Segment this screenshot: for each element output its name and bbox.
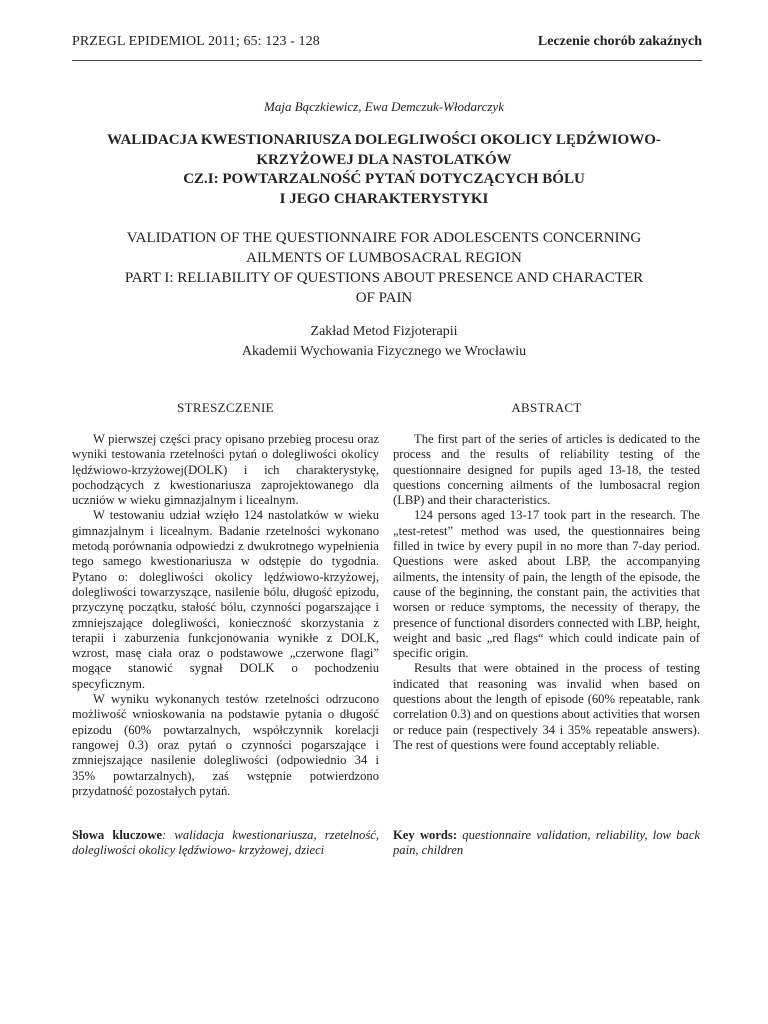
affiliation-line: Zakład Metod Fizjoterapii: [310, 324, 458, 339]
keywords-polish: [72, 828, 379, 859]
title-english-line: OF PAIN: [355, 290, 413, 306]
streszczenie-paragraph: W testowaniu udział wzięło 124 nastolatków w wieku gimnazjalnym i licealnym. Badanie rzetelności wykonano metodą porównania odpowiedzi z dwukrotnego wypełnienia tego samego kwestionariusza w odstępie do tygodnia. Pytano o: dolegliwości okolicy lędźwiowo-krzyżowej, dolegliwości towarzyszące, nasilenie bólu, długość epizodu, przyczynę początku, stałość bólu, czynności pogarszające i zmniejszające dolegliwości, konieczność skorzystania z terapii i zaburzenia funkcjonowania wynikłe z DOLK, wzrost, masę ciała oraz o podstawowe „czerwone flagi” mogące stanowić sygnał DOLK o pochodzeniu specyficznym.: [72, 508, 379, 691]
keywords-polish-label: Słowa kluczowe: [72, 828, 163, 842]
abstract-paragraph: The first part of the series of articles is dedicated to the process and the results of reliability testing of the questionnaire designed for pupils aged 13-18, the tested questions concerning ailments of the lumbosacral region (LBP) and their characteristics.: [393, 432, 700, 508]
section-name: Leczenie chorób zakaźnych: [537, 34, 702, 49]
abstract-body: [393, 432, 700, 753]
title-polish: [60, 131, 708, 209]
keywords-polish-text: : walidacja kwestionariusza, rzetelność, dolegliwości okolicy lędźwiowo- krzyżowej, dzieci: [72, 828, 379, 858]
abstract-paragraph: Results that were obtained in the process of testing indicated that reasoning was invalid when based on questions about the length of episode (60% repeatable, rank correlation 0.3) and on questions about activities that worsen or reduce pain (respectively 34 i 35% repeatable answers). The rest of questions were found acceptably reliable.: [393, 661, 700, 752]
title-english-line: VALIDATION OF THE QUESTIONNAIRE FOR ADOLESCENTS CONCERNING: [126, 230, 642, 246]
abstract-heading: ABSTRACT: [511, 400, 582, 415]
keywords-english: [393, 828, 700, 859]
abstract-paragraph: 124 persons aged 13-17 took part in the research. The „test-retest” method was used, the questionnaires being filled in twice by every pupil in no more than 7-day period. Questions were asked about LBP, the accompanying ailments, the intensity of pain, the length of the episode, the cause of the beginning, the constant pain, the activities that worsen or reduce symptoms, the necessity of therapy, the presence of functional disorders connected with LBP, height, weight and basic „red flags“ which could indicate pain of specific origin.: [393, 508, 700, 661]
streszczenie-paragraph: W pierwszej części pracy opisano przebieg procesu oraz wyniki testowania rzetelności pytań o dolegliwości okolicy lędźwiowo-krzyżowej(DOLK) i ich charakterystykę, pochodzących z kwestionariusza zaprojektowanego dla uczniów w wieku gimnazjalnym i licealnym.: [72, 432, 379, 508]
title-polish-line: CZ.I: POWTARZALNOŚĆ PYTAŃ DOTYCZĄCYCH BÓLU: [183, 171, 585, 187]
running-header: [72, 34, 702, 50]
affiliation: [0, 322, 768, 361]
keywords-english-label: Key words:: [393, 828, 458, 842]
keywords-english-text: questionnaire validation, reliability, low back pain, children: [393, 828, 700, 858]
streszczenie-body: [72, 432, 379, 799]
streszczenie-paragraph: W wyniku wykonanych testów rzetelności odrzucono możliwość wnioskowania na podstawie pytania o długość epizodu (60% powtarzalnych, współczynnik korelacji rangowej 0.3) oraz pytań o czynności pogarszające i zmniejszające nasilenie dolegliwości (odpowiednio 34 i 35% powtarzalnych), zaś wstępnie potwierdzono przydatność pozostałych pytań.: [72, 692, 379, 798]
streszczenie-heading: STRESZCZENIE: [177, 400, 274, 415]
journal-citation: PRZEGL EPIDEMIOL 2011; 65: 123 - 128: [72, 34, 320, 49]
header-rule: [72, 60, 702, 61]
authors: Maja Bączkiewicz, Ewa Demczuk-Włodarczyk: [264, 99, 504, 114]
title-english-line: PART I: RELIABILITY OF QUESTIONS ABOUT PRESENCE AND CHARACTER: [124, 270, 644, 286]
title-polish-line: KRZYŻOWEJ DLA NASTOLATKÓW: [256, 151, 512, 168]
title-polish-line: I JEGO CHARAKTERYSTYKI: [279, 190, 489, 207]
title-english: [60, 228, 708, 308]
title-polish-line: WALIDACJA KWESTIONARIUSZA DOLEGLIWOŚCI OKOLICY LĘDŹWIOWO-: [107, 132, 661, 148]
affiliation-line: Akademii Wychowania Fizycznego we Wrocławiu: [241, 343, 527, 359]
title-english-line: AILMENTS OF LUMBOSACRAL REGION: [246, 250, 522, 266]
